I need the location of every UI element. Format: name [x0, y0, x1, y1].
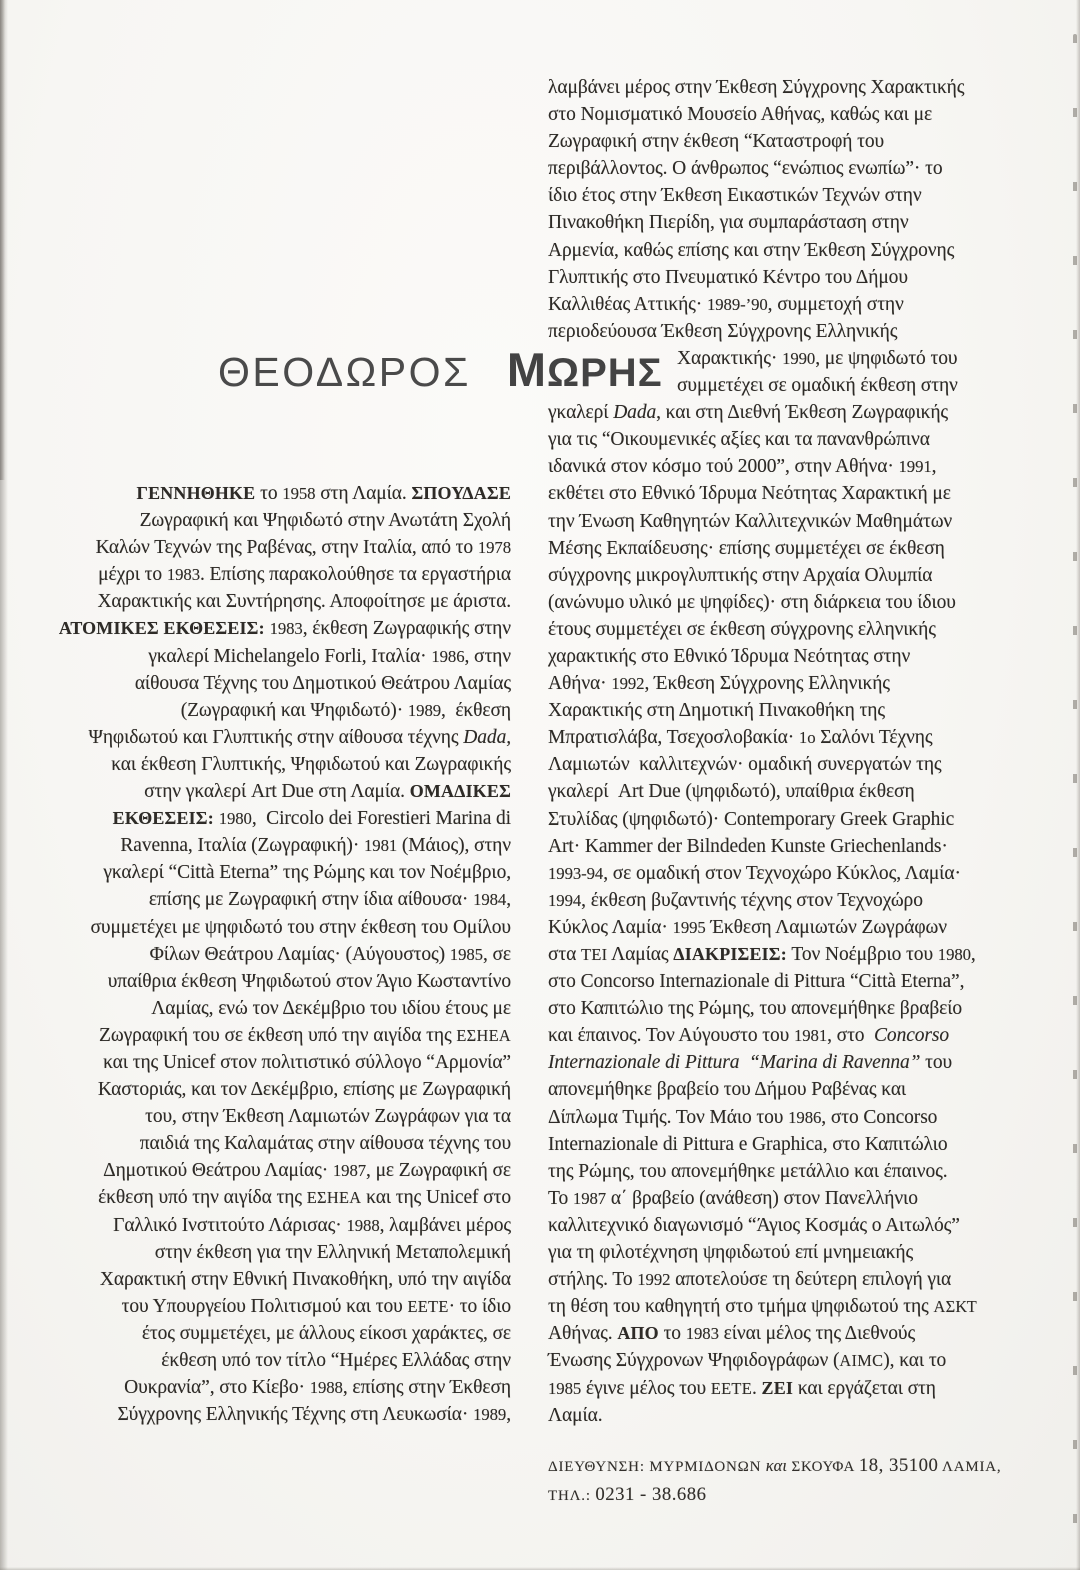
text-run: , — [970, 944, 976, 965]
text-run: , λαμβάνει μέρος — [379, 1214, 511, 1236]
text-run: παιδιά της Καλαμάτας στην αίθουσα τέχνης του — [139, 1133, 511, 1155]
text-run: ΕΕΤΕ — [710, 1378, 752, 1398]
contact-footer — [548, 1455, 1001, 1513]
text-run: Καλών Τεχνών της Ραβένας, στην Ιταλία, από το — [95, 537, 478, 559]
text-line — [548, 1375, 972, 1402]
text-line — [548, 562, 972, 589]
text-line — [548, 1131, 972, 1158]
text-line — [548, 1266, 972, 1293]
text-run: υπαίθρια έκθεση Ψηφιδωτού στον Άγιο Κωσταντίνο — [107, 970, 511, 992]
text-run: 1983 — [269, 619, 303, 639]
text-run: 1989-’90 — [706, 294, 768, 314]
text-line — [28, 1157, 511, 1184]
text-run: , — [506, 1404, 511, 1426]
text-line — [28, 968, 511, 995]
text-run: Ζωγραφική στην έκθεση “Καταστροφή του — [548, 131, 885, 153]
text-run: 1995 — [672, 917, 706, 937]
text-line — [28, 1239, 511, 1266]
text-line — [28, 1401, 511, 1428]
text-run: 1985 — [548, 1378, 582, 1398]
text-run: ΔΙΑΚΡΙΣΕΙΣ: — [673, 944, 787, 964]
text-line — [548, 237, 972, 264]
text-run: ΑΤΟΜΙΚΕΣ ΕΚΘΕΣΕΙΣ: — [58, 618, 265, 639]
text-run: , — [506, 889, 511, 911]
text-run: , σε ομαδική στον Τεχνοχώρο Κύκλος, Λαμία· — [603, 862, 961, 884]
text-run: ΟΜΑΔΙΚΕΣ — [409, 781, 511, 802]
text-run: ΑΣΚΤ — [933, 1297, 978, 1317]
text-run: Χαρακτικής στη Δημοτική Πινακοθήκη της — [548, 700, 885, 722]
text-line — [548, 833, 972, 860]
text-run: στην έκθεση για την Ελληνική Μεταπολεμική — [154, 1241, 511, 1263]
text-line — [28, 886, 511, 913]
text-run: γκαλερί Art Due (ψηφιδωτό), υπαίθρια έκθεση — [548, 781, 915, 803]
text-line — [548, 1239, 972, 1266]
text-run: χαρακτικής στο Εθνικό Ίδρυμα Νεότητας στην — [548, 645, 911, 667]
text-run: Γλυπτικής στο Πνευματικό Κέντρο του Δήμου — [548, 266, 908, 288]
text-run: στο Καπιτώλιο της Ρώμης, του απονεμήθηκε βραβείο — [548, 998, 963, 1020]
text-run: , έκθεση — [441, 699, 511, 721]
text-line — [548, 318, 972, 345]
text-run: ΣΚΟΥΦΑ — [786, 1459, 859, 1475]
text-line — [548, 616, 972, 643]
text-run: περιοδεύουσα Έκθεση Σύγχρονης Ελληνικής — [548, 320, 898, 342]
text-run: ΤΕΙ — [581, 945, 608, 964]
text-line — [548, 1484, 1001, 1506]
text-run: Έκθεση Λαμιωτών Ζωγράφων — [705, 916, 947, 938]
text-run: Dada, — [463, 726, 511, 748]
text-run: 0231 - 38.686 — [595, 1484, 707, 1505]
text-line — [28, 914, 511, 941]
text-run: ), και το — [883, 1350, 947, 1372]
text-run: , με Ζωγραφική σε — [366, 1160, 511, 1182]
text-line — [548, 399, 972, 426]
text-line — [28, 1212, 511, 1239]
text-line — [548, 995, 972, 1022]
text-run: γκαλερί “Città Eterna” της Ρώμης και τον Νοέμβριο, — [103, 862, 511, 884]
text-run: είναι μέλος της Διεθνούς — [718, 1323, 916, 1345]
text-run: Φίλων Θεάτρου Λαμίας· (Αύγουστος) — [149, 943, 450, 965]
text-line — [28, 995, 511, 1022]
text-line — [548, 453, 972, 480]
text-line — [28, 751, 511, 778]
text-run: Κύκλος Λαμία· — [548, 916, 673, 938]
text-run: , στην — [464, 645, 511, 667]
text-line — [28, 805, 511, 832]
text-run: Τον Νοέμβριο του — [786, 944, 938, 965]
text-line — [28, 832, 511, 859]
text-line — [28, 1130, 511, 1157]
text-run: 1983 — [166, 565, 200, 585]
text-run: στην γκαλερί Art Due στη Λαμία. — [144, 781, 410, 803]
text-line — [548, 209, 972, 236]
text-run: καλλιτεχνικό διαγωνισμό “Άγιος Κοσμάς ο Αιτωλός” — [548, 1214, 960, 1236]
artist-surname-initial: Μ — [506, 343, 548, 396]
text-run: . — [751, 1377, 762, 1399]
text-run: Internazionale di Pittura e Graphica, στο Καπιτώλιο — [548, 1133, 948, 1155]
text-line — [28, 507, 511, 534]
text-run: ΣΠΟΥΔΑΣΕ — [411, 483, 511, 503]
text-run: ιδανικά στον κόσμο τού 2000”, στην Αθήνα· — [548, 456, 899, 478]
text-line — [548, 589, 972, 616]
text-run: λαμβάνει μέρος στην Έκθεση Σύγχρονης Χαρακτικής — [548, 77, 965, 98]
text-run: 1981 — [364, 836, 398, 856]
text-run: Λαμία. — [548, 1404, 603, 1426]
text-run: 1978 — [477, 538, 511, 558]
text-run: του — [920, 1052, 953, 1074]
text-line — [28, 561, 511, 588]
text-run: Ουκρανία”, στο Κίεβο· — [124, 1377, 310, 1399]
text-run: , στο — [827, 1025, 875, 1047]
text-run: Λαμιωτών καλλιτεχνών· ομαδική συνεργατών της — [548, 754, 942, 776]
text-line — [28, 1049, 511, 1076]
text-run: , έκθεση βυζαντινής τέχνης στον Τεχνοχώρο — [581, 889, 923, 911]
text-run: ΖΕΙ — [761, 1377, 794, 1398]
scan-left-edge-shadow-top — [0, 0, 5, 480]
text-run: , Circolo dei Forestieri Marina di — [251, 808, 511, 830]
text-run: 1992 — [611, 674, 645, 694]
text-line — [548, 914, 972, 941]
text-line — [548, 751, 972, 778]
text-run: , με ψηφιδωτό του — [815, 347, 958, 369]
text-run: Πινακοθήκη Πιερίδη, για συμπαράσταση στην — [548, 212, 909, 234]
text-run: στη Λαμία. — [315, 483, 412, 504]
text-run: και της Unicef στον πολιτιστικό σύλλογο “Αρμονία” — [103, 1051, 511, 1073]
text-line — [548, 697, 972, 724]
text-run: ΛΑΜΙΑ, — [938, 1459, 1002, 1475]
text-run: περιβάλλοντος. Ο άνθρωπος “ενώπιος ενωπίω”· το — [548, 158, 943, 180]
text-run: και — [765, 1456, 787, 1475]
text-run: 1989 — [407, 700, 442, 720]
text-run: στήλης. Το — [548, 1269, 638, 1291]
text-run: έτος συμμετέχει, με άλλους είκοσι χαράκτες, σε — [141, 1322, 511, 1344]
text-line — [548, 1185, 972, 1212]
text-run: 1987 — [572, 1188, 607, 1208]
text-line — [548, 1347, 972, 1374]
text-run: Μπρατισλάβα, Τσεχοσλοβακία· — [548, 727, 799, 749]
text-run: του, στην Έκθεση Λαμιωτών Ζωγράφων για τα — [145, 1106, 511, 1128]
text-run: 1994 — [548, 890, 582, 910]
text-run: στο Concorso Internazionale di Pittura “Città Eterna”, — [548, 971, 965, 993]
text-line — [28, 643, 511, 670]
text-line — [28, 859, 511, 886]
text-run: ΑΠΟ — [617, 1323, 659, 1344]
text-run: συμμετέχει σε ομαδική έκθεση στην — [677, 375, 958, 397]
text-line — [28, 588, 511, 615]
text-run: 1991 — [898, 457, 932, 477]
text-run: , — [931, 456, 937, 478]
text-run: του Υπουργείου Πολιτισμού και του — [121, 1295, 408, 1317]
text-run: Χαρακτική στην Εθνική Πινακοθήκη, υπό την αιγίδα — [99, 1268, 511, 1290]
text-run: Χαρακτικής και Συντήρησης. Αποφοίτησε με άριστα. — [97, 591, 511, 613]
text-run: εκθέτει στο Εθνικό Ίδρυμα Νεότητας Χαρακτική με — [548, 483, 951, 505]
text-line — [548, 1402, 972, 1429]
text-run: και έκθεση Γλυπτικής, Ψηφιδωτού και Ζωγραφικής — [111, 753, 511, 775]
text-run: 1984 — [473, 890, 507, 910]
text-run: έκθεση υπό την αιγίδα της — [98, 1187, 307, 1209]
text-run: Σαλόνι Τέχνης — [815, 727, 933, 749]
text-run: της Ρώμης, του απονεμήθηκε μετάλλιο και έπαινος. — [548, 1160, 948, 1182]
text-line — [548, 1158, 972, 1185]
text-run: Αρμενία, καθώς επίσης και στην Έκθεση Σύγχρονης — [548, 239, 955, 261]
text-run: Art· Kammer der Bilndeden Kunste Griechenlands· — [548, 835, 948, 857]
text-line — [548, 1293, 978, 1320]
text-line — [548, 968, 972, 995]
text-run: έτους συμμετέχει σε έκθεση σύγχρονης ελληνικής — [548, 618, 936, 640]
text-line — [548, 128, 972, 155]
text-run: 1988 — [346, 1215, 380, 1235]
text-line — [28, 670, 511, 697]
text-line — [28, 1320, 511, 1347]
text-run: AIMC — [839, 1351, 884, 1371]
text-run: Γαλλικό Ινστιτούτο Λάρισας· — [113, 1214, 347, 1236]
text-line — [28, 1103, 511, 1130]
text-run: α΄ βραβείο (ανάθεση) στον Πανελλήνιο — [606, 1187, 918, 1209]
text-line — [548, 291, 972, 318]
text-line — [548, 74, 972, 101]
text-run: μέχρι το — [98, 564, 167, 586]
text-run: Χαρακτικής· — [677, 347, 783, 369]
text-line — [548, 264, 972, 291]
text-line — [548, 535, 972, 562]
text-run: 1992 — [637, 1270, 671, 1290]
text-line — [28, 1266, 511, 1293]
text-run: 1980 — [218, 809, 252, 829]
text-run: · το ίδιο — [448, 1295, 511, 1317]
text-run: 1985 — [449, 944, 483, 964]
artist-surname-rest: ΩΡΗΣ — [547, 351, 663, 395]
text-line — [548, 1320, 972, 1347]
text-run: ΕΕΤΕ — [407, 1296, 449, 1316]
text-run: σύγχρονης μικρογλυπτικής στην Αρχαία Ολυμπία — [548, 564, 933, 586]
text-line — [548, 1022, 972, 1049]
text-run: για τις “Οικουμενικές αξίες και τα πανανθρώπινα — [548, 429, 930, 451]
text-line — [548, 806, 972, 833]
text-run: και εργάζεται στη — [793, 1377, 936, 1399]
text-run: ΓΕΝΝΗΘΗΚΕ — [136, 483, 256, 503]
page-edge-marks — [1073, 34, 1077, 1546]
text-run: ΕΚΘΕΣΕΙΣ: — [112, 808, 214, 829]
text-line — [548, 1104, 972, 1131]
text-line — [548, 670, 972, 697]
text-run: έγινε μέλος του — [581, 1377, 711, 1399]
text-run: ΕΣΗΕΑ — [306, 1188, 362, 1208]
text-run: Λαμίας — [607, 944, 674, 965]
text-line — [28, 480, 511, 507]
text-line — [28, 1293, 511, 1320]
text-run: Internazionale di Pittura “Marina di Ravenna” — [548, 1052, 921, 1074]
text-run: συμμετέχει με ψηφιδωτό του στην έκθεση του Ομίλου — [90, 916, 511, 938]
text-run: Ζωγραφική του σε έκθεση υπό την αιγίδα της — [99, 1024, 457, 1046]
text-run: ΕΣΗΕΑ — [456, 1025, 511, 1045]
text-run: και έπαινος. Τον Αύγουστο του — [548, 1025, 794, 1047]
text-line — [548, 1212, 972, 1239]
text-line — [28, 1022, 511, 1049]
text-run: 1958 — [282, 484, 316, 503]
text-run: την Ένωση Καθηγητών Καλλιτεχνικών Μαθημάτων — [548, 510, 953, 532]
text-line — [28, 778, 511, 805]
text-run: , Έκθεση Σύγχρονης Ελληνικής — [644, 673, 890, 695]
text-line — [548, 426, 972, 453]
text-run: Dada — [613, 402, 657, 424]
text-run: Καλλιθέας Αττικής· — [548, 293, 707, 315]
text-run: το — [255, 483, 283, 504]
text-run: 1987 — [332, 1161, 367, 1181]
text-line — [548, 480, 972, 507]
text-run: ίδιο έτος στην Έκθεση Εικαστικών Τεχνών στην — [548, 185, 922, 207]
text-run: 1980 — [937, 945, 971, 964]
text-run: 1983 — [685, 1324, 719, 1344]
text-run: 1993-94 — [548, 863, 604, 883]
text-run: 1ο — [798, 728, 816, 748]
text-line — [548, 724, 972, 751]
text-run: τη θέση του καθηγητή στο τμήμα ψηφιδωτού της — [548, 1296, 934, 1318]
text-line — [548, 372, 972, 399]
text-run: 1989 — [473, 1405, 507, 1425]
text-run: 1981 — [793, 1026, 828, 1046]
text-run: Δημοτικού Θεάτρου Λαμίας· — [103, 1160, 333, 1182]
text-line — [548, 1049, 972, 1076]
text-run: , συμμετοχή στην — [767, 293, 904, 315]
text-line — [548, 860, 972, 887]
text-line — [28, 697, 511, 724]
text-run: Ψηφιδωτού και Γλυπτικής στην αίθουσα τέχνης — [88, 726, 464, 748]
text-line — [28, 1184, 511, 1211]
text-run: Λαμίας, ενώ τον Δεκέμβριο του ιδίου έτους με — [151, 997, 511, 1019]
text-run: Ravenna, Ιταλία (Ζωγραφική)· — [120, 835, 364, 857]
text-run: (ανώνυμο υλικό με ψηφίδες)· στη διάρκεια του ίδιου — [548, 591, 956, 613]
text-line — [548, 1455, 1001, 1477]
text-run: επίσης με Ζωγραφική στην ίδια αίθουσα· — [148, 889, 474, 911]
text-line — [28, 941, 511, 968]
left-biography-column — [28, 480, 511, 1428]
text-run: Μέσης Εκπαίδευσης· επίσης συμμετέχει σε έκθεση — [548, 537, 945, 559]
text-run: Ένωσης Σύγχρονων Ψηφιδογράφων ( — [548, 1350, 840, 1372]
text-run: ΔΙΕΥΘΥΝΣΗ: ΜΥΡΜΙΔΟΝΩΝ — [548, 1459, 766, 1475]
text-run: αίθουσα Τέχνης του Δημοτικού Θεάτρου Λαμίας — [134, 672, 511, 694]
text-run: , επίσης στην Έκθεση — [342, 1377, 511, 1399]
text-run: 1986 — [431, 646, 465, 666]
text-line — [28, 1347, 511, 1374]
text-line — [548, 101, 972, 128]
text-run: 1986 — [788, 1107, 822, 1127]
text-run: ΤΗΛ.: — [548, 1488, 596, 1504]
text-run: Καστοριάς, και τον Δεκέμβριο, επίσης με Ζωγραφική — [97, 1079, 511, 1101]
text-line — [548, 345, 972, 372]
text-line — [548, 778, 972, 805]
text-line — [28, 1374, 511, 1401]
text-run: Αθήνα· — [548, 673, 612, 695]
text-line — [28, 615, 511, 642]
text-line — [28, 534, 511, 561]
text-run: 1988 — [309, 1378, 343, 1398]
text-line — [548, 508, 972, 535]
text-run: Δίπλωμα Τιμής. Τον Μάιο του — [548, 1106, 789, 1128]
text-run: , έκθεση Ζωγραφικής στην — [302, 618, 511, 640]
text-run: . Επίσης παρακολούθησε τα εργαστήρια — [199, 564, 511, 586]
text-run: Ζωγραφική και Ψηφιδωτό στην Ανωτάτη Σχολή — [139, 510, 511, 532]
text-line — [548, 1076, 972, 1103]
text-run: Το — [548, 1187, 573, 1209]
text-run: απονεμήθηκε βραβείο του Δήμου Ραβένας και — [548, 1079, 907, 1101]
text-run: , και στη Διεθνή Έκθεση Ζωγραφικής — [656, 402, 949, 424]
text-run: αποτελούσε τη δεύτερη επιλογή για — [670, 1269, 952, 1291]
text-run: Concorso — [874, 1025, 950, 1047]
text-run: 18, 35100 — [858, 1455, 939, 1476]
text-line — [548, 941, 976, 968]
text-run: το — [658, 1323, 686, 1345]
text-run: για τη φιλοτέχνηση ψηφιδωτού επί μνημειακής — [548, 1242, 914, 1264]
text-run: Στυλίδας (ψηφιδωτό)· Contemporary Greek Graphic — [548, 808, 955, 830]
text-run: Αθήνας. — [548, 1323, 618, 1345]
text-line — [548, 887, 972, 914]
text-run: έκθεση υπό τον τίτλο “Ημέρες Ελλάδας στην — [161, 1350, 511, 1371]
text-run: στο Νομισματικό Μουσείο Αθήνας, καθώς και με — [548, 104, 933, 126]
text-run: 1990 — [782, 348, 816, 368]
text-line — [28, 724, 511, 751]
text-line — [548, 643, 972, 670]
text-run: γκαλερί Michelangelo Forli, Ιταλία· — [148, 645, 432, 667]
text-run: , στο Concorso — [821, 1106, 938, 1128]
text-line — [548, 155, 972, 182]
text-run: Σύγχρονης Ελληνικής Τέχνης στη Λευκωσία· — [117, 1404, 474, 1426]
text-run: και της Unicef στο — [361, 1187, 511, 1209]
text-line — [548, 182, 972, 209]
text-run: , σε — [482, 943, 511, 965]
text-run: στα — [548, 944, 582, 965]
text-run: γκαλερί — [548, 402, 614, 424]
text-run: (Μάιος), στην — [397, 835, 511, 857]
text-line — [28, 1076, 511, 1103]
artist-first-name: ΘΕΟΔΩΡΟΣ — [218, 349, 471, 395]
text-run: (Ζωγραφική και Ψηφιδωτό)· — [180, 699, 408, 721]
right-biography-column — [548, 74, 978, 1429]
